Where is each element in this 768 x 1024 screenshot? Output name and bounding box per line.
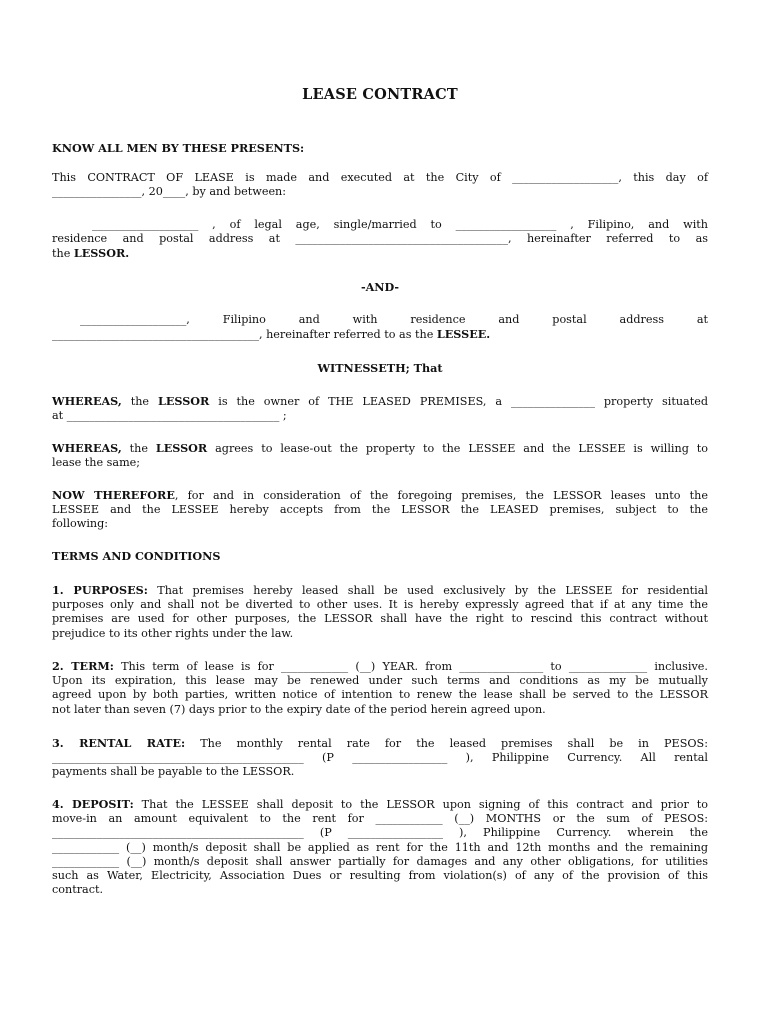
document-title: LEASE CONTRACT [302,86,458,103]
rental-line-3: payments shall be payable to the LESSOR. [52,765,295,779]
rental-rate-heading: 3. RENTAL RATE: [52,736,186,750]
purposes-paragraph [52,583,708,641]
whereas-paragraph-1 [52,394,708,423]
deposit-line-2: move-in an amount equivalent to the rent for ____________ (__) MONTHS or the sum of PESOS: [52,812,708,826]
now-line-1 [52,488,708,503]
deposit-line-1-text: That the LESSEE shall deposit to the LESSOR upon signing of this contract and prior to [133,798,708,811]
lessor-paragraph [52,218,708,262]
intro-line-1: This CONTRACT OF LEASE is made and executed at the City of ___________________, this day of [52,171,708,184]
purposes-line-4: prejudice to its other rights under the law. [52,626,294,640]
purposes-line-2: purposes only and shall not be diverted to other uses. It is hereby expressly agreed that if at any time the [52,598,708,612]
deposit-line-6: such as Water, Electricity, Association Dues or resulting from violation(s) of any of the provision of this [52,869,708,883]
rental-rate-paragraph [52,736,708,780]
deposit-line-3: _____________________________________________ (P _________________ ), Philippine Currency. wherein the [52,826,708,840]
whereas-2-lessor: LESSOR [155,441,208,455]
lessor-term: LESSOR. [73,246,130,261]
purposes-line-3: premises are used for other purposes, the LESSOR shall have the right to rescind this contract without [52,612,708,626]
whereas-1-line-2: at ______________________________________ ; [52,409,287,423]
whereas-2-line-2: lease the same; [52,456,141,470]
whereas-1-text-a: the [121,395,158,408]
and-separator: -AND- [360,280,400,294]
whereas-2-line-1 [52,441,708,456]
lessor-line-1: ___________________ , of legal age, single/married to __________________ , Filipino, and with [92,218,708,231]
deposit-paragraph [52,797,708,897]
whereas-2-keyword: WHEREAS, [52,441,122,455]
lessee-paragraph [52,313,708,342]
rental-line-1-text: The monthly rental rate for the leased premises shall be in PESOS: [185,737,708,750]
now-line-3: following: [52,517,109,531]
lessee-line-2-text: _____________________________________, hereinafter referred to as the [52,328,437,342]
whereas-2-text-a: the [121,442,156,455]
term-heading: 2. TERM: [52,659,114,673]
term-line-2: Upon its expiration, this lease may be renewed under such terms and conditions as my be mutually [52,674,708,688]
intro-line-2: ________________, 20____, by and between: [52,185,287,199]
rental-line-1 [52,736,708,751]
now-therefore-keyword: NOW THEREFORE [52,488,175,502]
purposes-line-1 [52,583,708,598]
whereas-1-lessor: LESSOR [157,394,210,408]
term-line-1 [52,659,708,674]
know-all-heading: KNOW ALL MEN BY THESE PRESENTS: [52,141,305,155]
terms-heading: TERMS AND CONDITIONS [52,549,221,563]
document-page [52,0,708,1024]
deposit-line-1 [52,797,708,812]
lessor-line-2: residence and postal address at ______________________________________, hereinafter referred to as [52,232,708,246]
term-line-4: not later than seven (7) days prior to the expiry date of the period herein agreed upon. [52,702,546,716]
now-line-2: LESSEE and the LESSEE hereby accepts from the LESSOR the LEASED premises, subject to the [52,503,708,517]
witnesseth-heading: WITNESSETH; That [317,361,443,375]
lessee-line-1: ___________________, Filipino and with residence and postal address at [80,313,708,326]
purposes-heading: 1. PURPOSES: [52,583,148,597]
term-line-1-text: This term of lease is for ____________ (__) YEAR. from _______________ to ______________ inclusive. [113,660,708,673]
intro-paragraph [52,171,708,199]
whereas-1-line-1 [52,394,708,409]
term-line-3: agreed upon by both parties, written notice of intention to renew the lease shall be served to the LESSOR [52,688,708,702]
lessor-line-3-text: the [52,247,74,261]
now-therefore-paragraph [52,488,708,532]
deposit-heading: 4. DEPOSIT: [52,797,134,811]
lessor-line-3 [52,246,708,261]
now-line-1-text: , for and in consideration of the foregoing premises, the LESSOR leases unto the [174,489,708,502]
lessee-term: LESSEE. [436,327,491,342]
whereas-1-text-b: is the owner of THE LEASED PREMISES, a _______________ property situated [209,395,708,408]
rental-line-2: _____________________________________________ (P _________________ ), Philippine Currency. All rental [52,751,708,765]
lessee-line-2 [52,327,708,342]
deposit-line-5: ____________ (__) month/s deposit shall answer partially for damages and any other obligations, for utilities [52,854,708,868]
deposit-line-7: contract. [52,883,104,897]
whereas-paragraph-2 [52,441,708,470]
deposit-line-4: ____________ (__) month/s deposit shall be applied as rent for the 11th and 12th months and the remaining [52,840,708,854]
whereas-2-text-b: agrees to lease-out the property to the LESSEE and the LESSEE is willing to [207,442,708,455]
purposes-line-1-text: That premises hereby leased shall be used exclusively by the LESSEE for residential [147,584,708,597]
term-paragraph [52,659,708,717]
whereas-1-keyword: WHEREAS, [52,394,122,408]
